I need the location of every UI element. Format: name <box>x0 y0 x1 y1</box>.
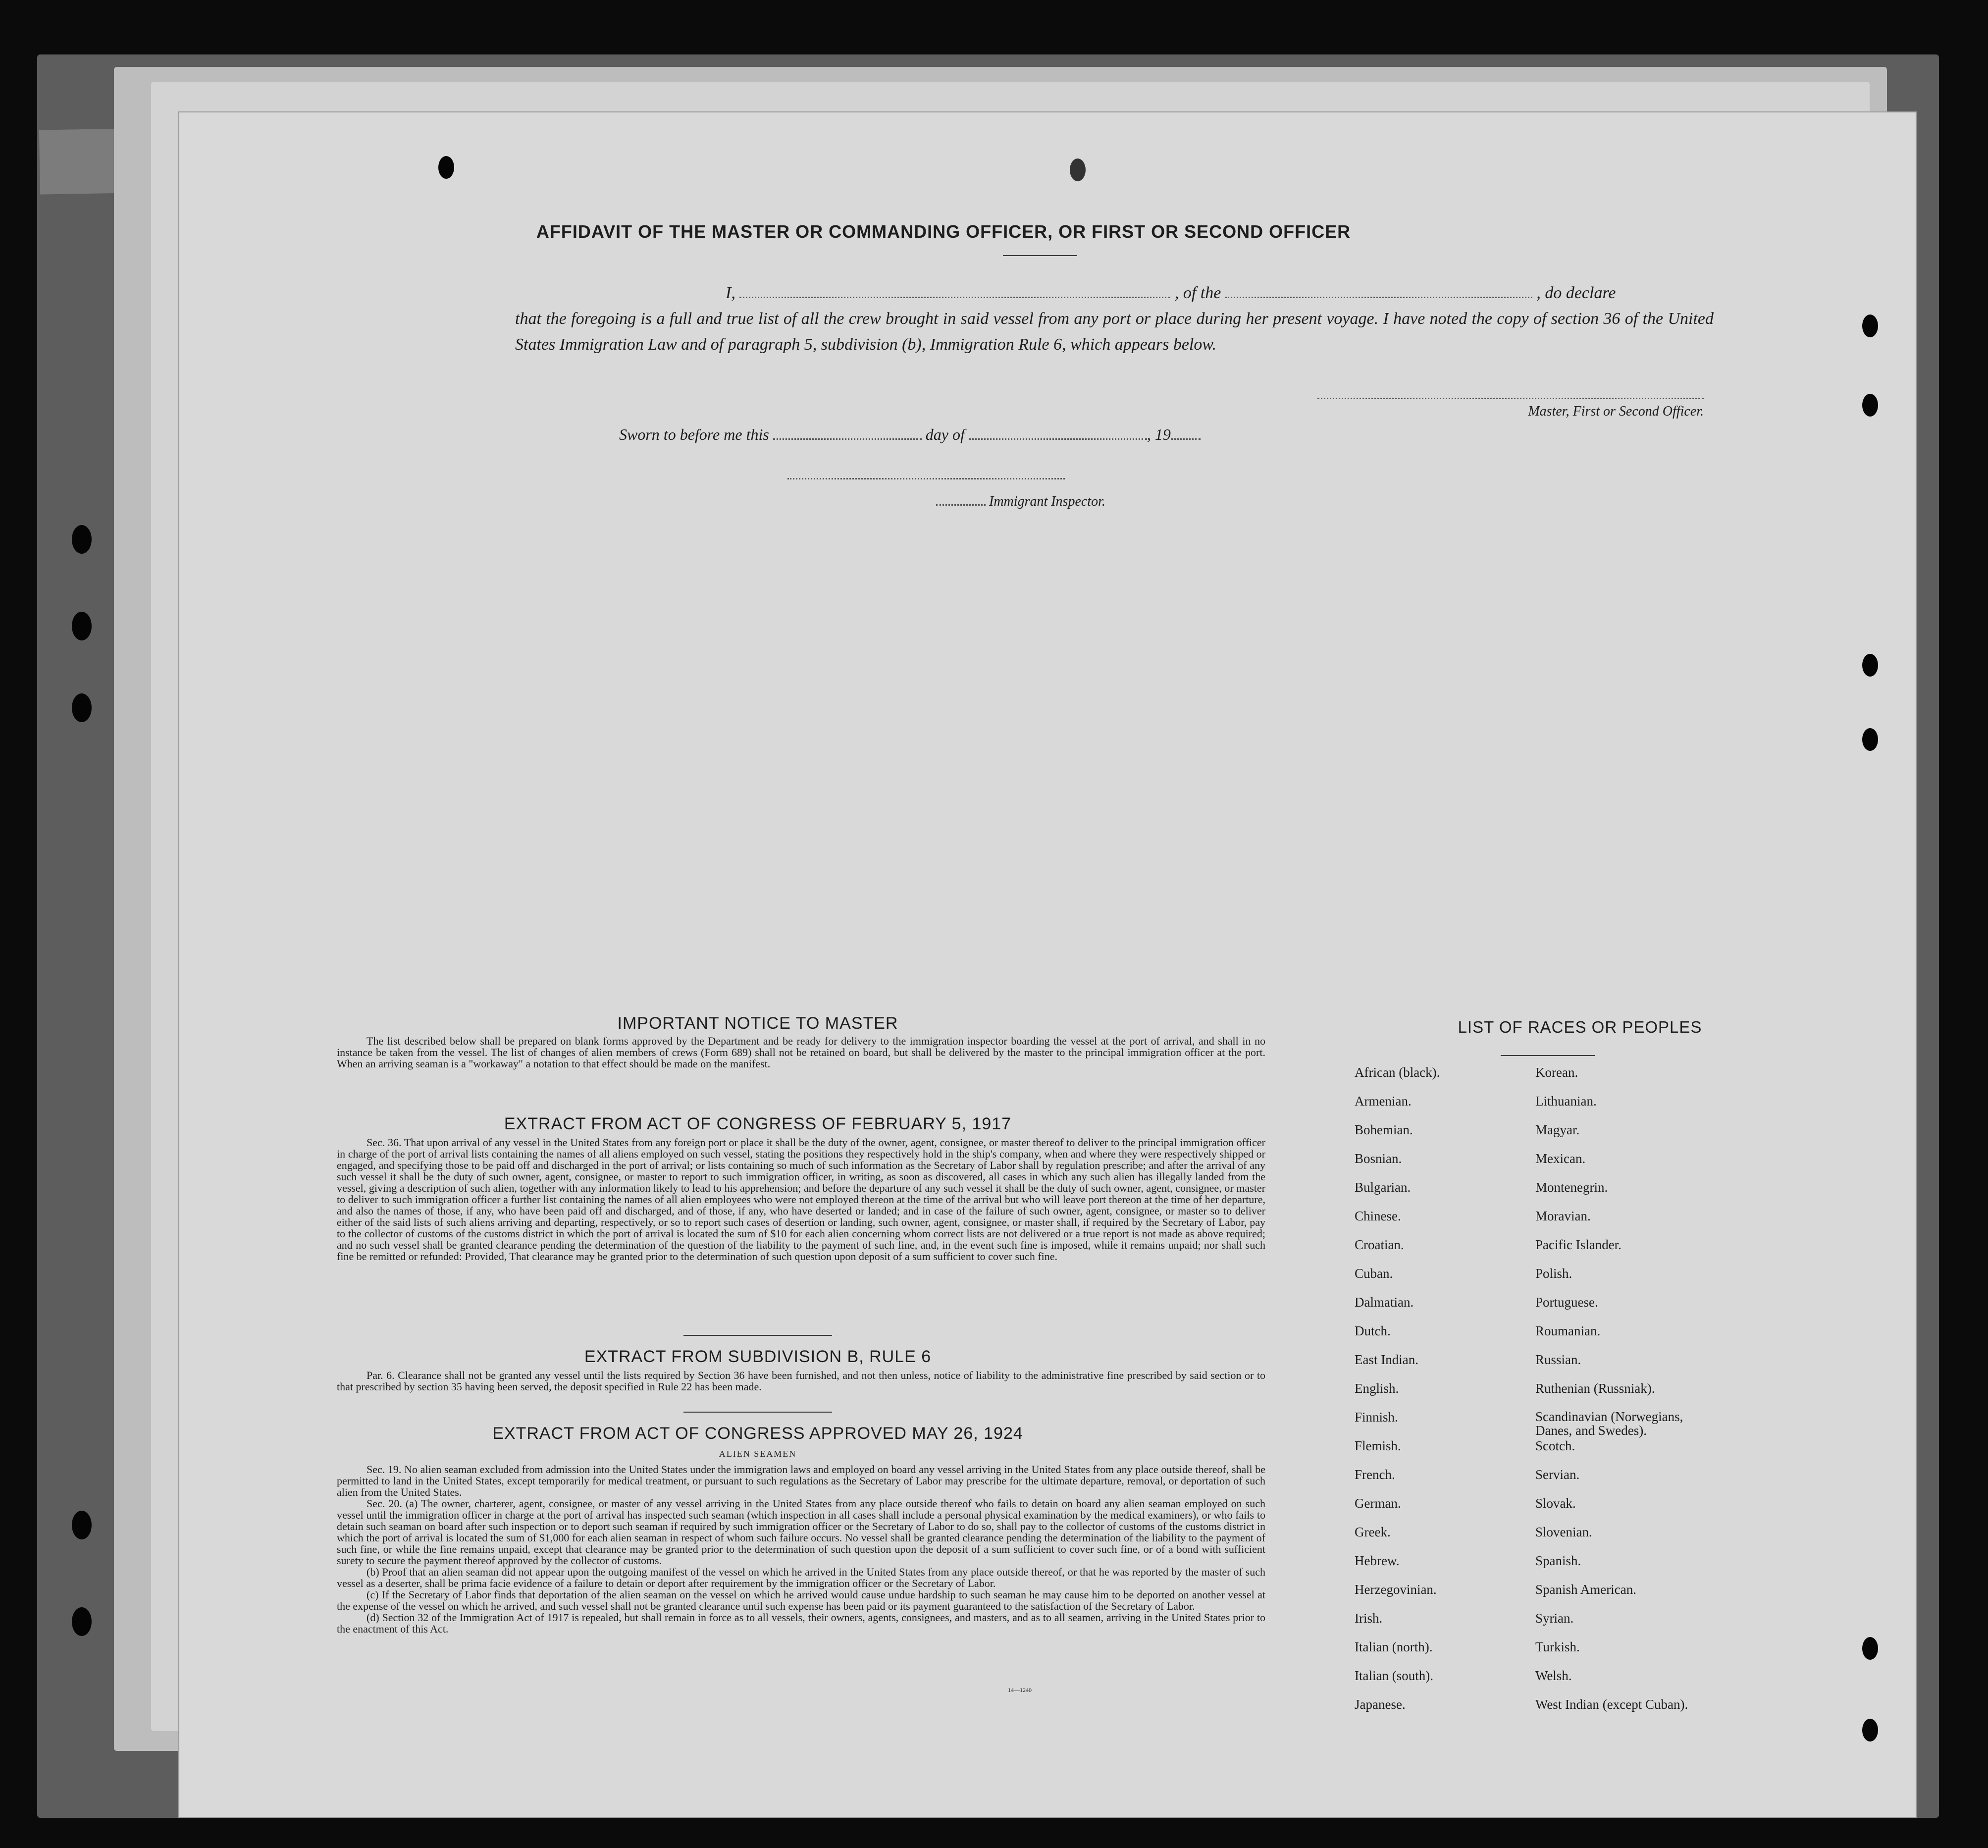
race-item: Mexican. <box>1535 1151 1586 1166</box>
inspector-line <box>936 490 1105 510</box>
race-item: Irish. <box>1355 1611 1383 1626</box>
race-item: French. <box>1355 1467 1395 1482</box>
race-item: Flemish. <box>1355 1438 1401 1453</box>
vessel-blank[interactable] <box>1225 280 1532 298</box>
declaration-text: that the foregoing is a full and true list of all the crew brought in said vessel from any port or place during her present voyage. I have noted the copy of section 36 of the United States Immigration Law and of paragraph 5, subdivision (b), Immigration Rule 6, which appears below. <box>515 310 1714 354</box>
name-blank[interactable] <box>739 280 1170 298</box>
divider <box>1501 1055 1595 1056</box>
race-item: African (black). <box>1355 1065 1440 1080</box>
race-item: Cuban. <box>1355 1266 1393 1281</box>
declaration <box>515 280 1714 358</box>
race-item: Finnish. <box>1355 1410 1398 1425</box>
year-label: , 19 <box>1147 425 1171 443</box>
race-item: Croatian. <box>1355 1237 1404 1252</box>
punch-hole <box>72 525 92 554</box>
race-item: Italian (north). <box>1355 1639 1433 1654</box>
day-of-label: day of <box>925 425 965 443</box>
punch-hole <box>1862 394 1878 417</box>
race-item: Roumanian. <box>1535 1323 1601 1338</box>
divider <box>683 1335 832 1336</box>
race-item: Spanish. <box>1535 1553 1581 1568</box>
punch-hole <box>1862 728 1878 751</box>
race-item: Syrian. <box>1535 1611 1574 1626</box>
race-item: German. <box>1355 1496 1401 1511</box>
race-item: Montenegrin. <box>1535 1180 1608 1195</box>
race-item: Polish. <box>1535 1266 1572 1281</box>
punch-hole <box>72 693 92 722</box>
rule6-title: EXTRACT FROM SUBDIVISION B, RULE 6 <box>584 1347 932 1366</box>
inspector-label: Immigrant Inspector. <box>989 494 1105 509</box>
race-item: Turkish. <box>1535 1639 1580 1654</box>
sec-20d: (d) Section 32 of the Immigration Act of 1917 is repealed, but shall remain in force as to all vessels, their owners, agents, consignees, and masters, and as to all seamen, arriving in the United States prior to the enactment of this Act. <box>337 1611 1265 1635</box>
race-item: Welsh. <box>1535 1668 1572 1683</box>
race-item: Scotch. <box>1535 1438 1575 1453</box>
race-item: Ruthenian (Russniak). <box>1535 1381 1655 1396</box>
race-item: Bosnian. <box>1355 1151 1402 1166</box>
divider <box>683 1412 832 1413</box>
race-item: Lithuanian. <box>1535 1094 1597 1109</box>
races-title: LIST OF RACES OR PEOPLES <box>1458 1018 1702 1036</box>
race-item: Greek. <box>1355 1525 1391 1539</box>
race-item: East Indian. <box>1355 1352 1418 1367</box>
race-item: Japanese. <box>1355 1697 1406 1712</box>
extract-1917-body: Sec. 36. That upon arrival of any vessel in the United States from any foreign port or place it shall be the duty of the owner, agent, consignee, or master thereof to deliver to the principal immigration officer in charge of the port of arrival lists containing the names of all aliens employed on such vessel, stating the positions they respectively hold in the ship's company, when and where they were respectively shipped or engaged, and specifying those to be paid off and discharged in the port of arrival; or lists containing so much of such information as the Secretary of Labor shall by regulation prescribe; and after the arrival of any such vessel it shall be the duty of such owner, agent, consignee, or master to report to such immigration officer, in writing, as soon as discovered, all cases in which any such alien has illegally landed from the vessel, giving a description of such alien, together with any information likely to lead to his apprehension; and before the departure of any such vessel it shall be the duty of such owner, agent, consignee, or master to deliver to such immigration officer a further list containing the names of all alien employees who were not employed thereon at the time of the arrival but who will leave port thereon at the time of her departure, and also the names of those, if any, who have been paid off and discharged, and of those, if any, who have deserted or landed; and in case of the failure of such owner, agent, consignee, or master so to deliver either of the said lists of such aliens arriving and departing, respectively, or so to report such cases of desertion or landing, such owner, agent, consignee, or master shall, if required by the Secretary of Labor, pay to the collector of customs of the customs district in which the port of arrival is located the sum of $10 for each alien concerning whom correct lists are not delivered or a true report is not made as above required; and no such vessel shall be granted clearance pending the determination of the question of the liability to the payment of such fine, and, in the event such fine is imposed, while it remains unpaid; nor shall such fine be remitted or refunded: Provided, That clearance may be granted prior to the determination of such question upon deposit of a sum sufficient to cover such fine. <box>337 1136 1265 1263</box>
punch-hole <box>1070 158 1086 181</box>
inspector-signature-line[interactable] <box>787 478 1065 479</box>
race-item: Hebrew. <box>1355 1553 1400 1568</box>
punch-hole <box>72 1511 92 1539</box>
extract-1924-subtitle: ALIEN SEAMEN <box>719 1449 797 1459</box>
signature-label: Master, First or Second Officer. <box>1528 404 1704 419</box>
race-item: Russian. <box>1535 1352 1581 1367</box>
extract-1924-title: EXTRACT FROM ACT OF CONGRESS APPROVED MAY 26, 1924 <box>492 1424 1023 1443</box>
race-item: Moravian. <box>1535 1209 1591 1223</box>
race-item: West Indian (except Cuban). <box>1535 1697 1688 1712</box>
race-item: Spanish American. <box>1535 1582 1636 1597</box>
punch-hole <box>72 612 92 640</box>
race-item: Dutch. <box>1355 1323 1391 1338</box>
sec-20a: Sec. 20. (a) The owner, charterer, agent, consignee, or master of any vessel arriving in the United States from any place outside thereof who fails to detain on board any alien seaman employed on such vessel until the immigration officer in charge at the port of arrival has inspected such seaman (which inspection in all cases shall include a personal physical examination by the medical examiners), or who fails to detain such seaman on board after such inspection or to deport such seaman if required by such immigration officer or the Secretary of Labor to do so, shall pay to the collector of customs of the customs district in which the port of arrival is located the sum of $1,000 for each alien seaman in respect of whom such failure occurs. No vessel shall be granted clearance pending the determination of the liability to the payment of such fine, or while the fine remains unpaid, except that clearance may be granted prior to the determination of such question upon the deposit of a sum sufficient to cover such fine, or of a bond with sufficient surety to secure the payment thereof approved by the collector of customs. <box>337 1497 1265 1567</box>
form-number: 14—1240 <box>1008 1687 1032 1693</box>
notice-title: IMPORTANT NOTICE TO MASTER <box>617 1014 898 1033</box>
race-item: Pacific Islander. <box>1535 1237 1622 1252</box>
month-blank[interactable] <box>969 422 1147 440</box>
punch-hole <box>438 156 454 179</box>
punch-hole <box>1862 315 1878 337</box>
sworn-line <box>619 422 1201 444</box>
sec-19: Sec. 19. No alien seaman excluded from admission into the United States under the immigration laws and employed on board any vessel arriving in the United States from any place outside thereof, shall be permitted to land in the United States, except temporarily for medical treatment, or pursuant to such regulations as the Secretary of Labor may prescribe for the ultimate departure, removal, or deportation of such alien from the United States. <box>337 1463 1265 1498</box>
race-item: Armenian. <box>1355 1094 1412 1109</box>
day-blank[interactable] <box>773 422 922 440</box>
race-item: English. <box>1355 1381 1399 1396</box>
race-item: Italian (south). <box>1355 1668 1433 1683</box>
race-item: Scandinavian (Norwegians, Danes, and Swedes). <box>1535 1409 1683 1438</box>
race-item: Slovenian. <box>1535 1525 1592 1539</box>
race-item: Servian. <box>1535 1467 1580 1482</box>
divider <box>1003 255 1077 256</box>
sec-20c: (c) If the Secretary of Labor finds that deportation of the alien seaman on the vessel on which he arrived would cause undue hardship to such seaman he may cause him to be deported on another vessel at the expense of the vessel on which he arrived, and such vessel shall not be granted clearance until such expense has been paid or its payment guaranteed to the satisfaction of the Secretary of Labor. <box>337 1588 1265 1612</box>
notice-body: The list described below shall be prepared on blank forms approved by the Department and be ready for delivery to the immigration inspector boarding the vessel at the port of arrival, and shall in no instance be taken from the vessel. The list of changes of alien members of crews (Form 689) shall not be retained on board, but shall be delivered by the master to the principal immigration officer at the port. When an arriving seaman is a "workaway" a notation to that effect should be made on the manifest. <box>337 1035 1265 1070</box>
race-item: Slovak. <box>1535 1496 1576 1511</box>
punch-hole <box>72 1607 92 1636</box>
sec-20b: (b) Proof that an alien seaman did not appear upon the outgoing manifest of the vessel on which he arrived in the United States from any place outside thereof, or that he was reported by the master of such vessel as a deserter, shall be prima facie evidence of a failure to detain or deport after requirement by the immigration officer or the Secretary of Labor. <box>337 1566 1265 1589</box>
race-item: Magyar. <box>1535 1122 1580 1137</box>
extract-1924-body <box>337 1464 1265 1635</box>
race-item: Chinese. <box>1355 1209 1401 1223</box>
rule6-body: Par. 6. Clearance shall not be granted any vessel until the lists required by Section 36 have been furnished, and not then unless, notice of liability to the administrative fine prescribed by said section or to that prescribed by section 35 having been served, the deposit specified in Rule 22 has been made. <box>337 1369 1265 1393</box>
punch-hole <box>1862 1637 1878 1660</box>
race-item: Herzegovinian. <box>1355 1582 1437 1597</box>
sworn-prefix: Sworn to before me this <box>619 425 769 443</box>
i-label: I, <box>726 284 735 302</box>
inspector-dots <box>936 490 986 506</box>
of-the-label: , of the <box>1174 284 1221 302</box>
punch-hole <box>1862 654 1878 677</box>
extract-1917-title: EXTRACT FROM ACT OF CONGRESS OF FEBRUARY 5, 1917 <box>504 1114 1012 1133</box>
punch-hole <box>1862 1719 1878 1742</box>
race-item: Korean. <box>1535 1065 1578 1080</box>
form-page <box>178 111 1917 1818</box>
race-item: Bohemian. <box>1355 1122 1413 1137</box>
signature-line[interactable] <box>1317 398 1704 399</box>
race-item: Dalmatian. <box>1355 1295 1414 1310</box>
race-item: Bulgarian. <box>1355 1180 1411 1195</box>
affidavit-title: AFFIDAVIT OF THE MASTER OR COMMANDING OFFICER, OR FIRST OR SECOND OFFICER <box>536 221 1351 242</box>
year-blank[interactable] <box>1171 422 1201 440</box>
race-item: Portuguese. <box>1535 1295 1598 1310</box>
do-declare-label: , do declare <box>1536 284 1616 302</box>
